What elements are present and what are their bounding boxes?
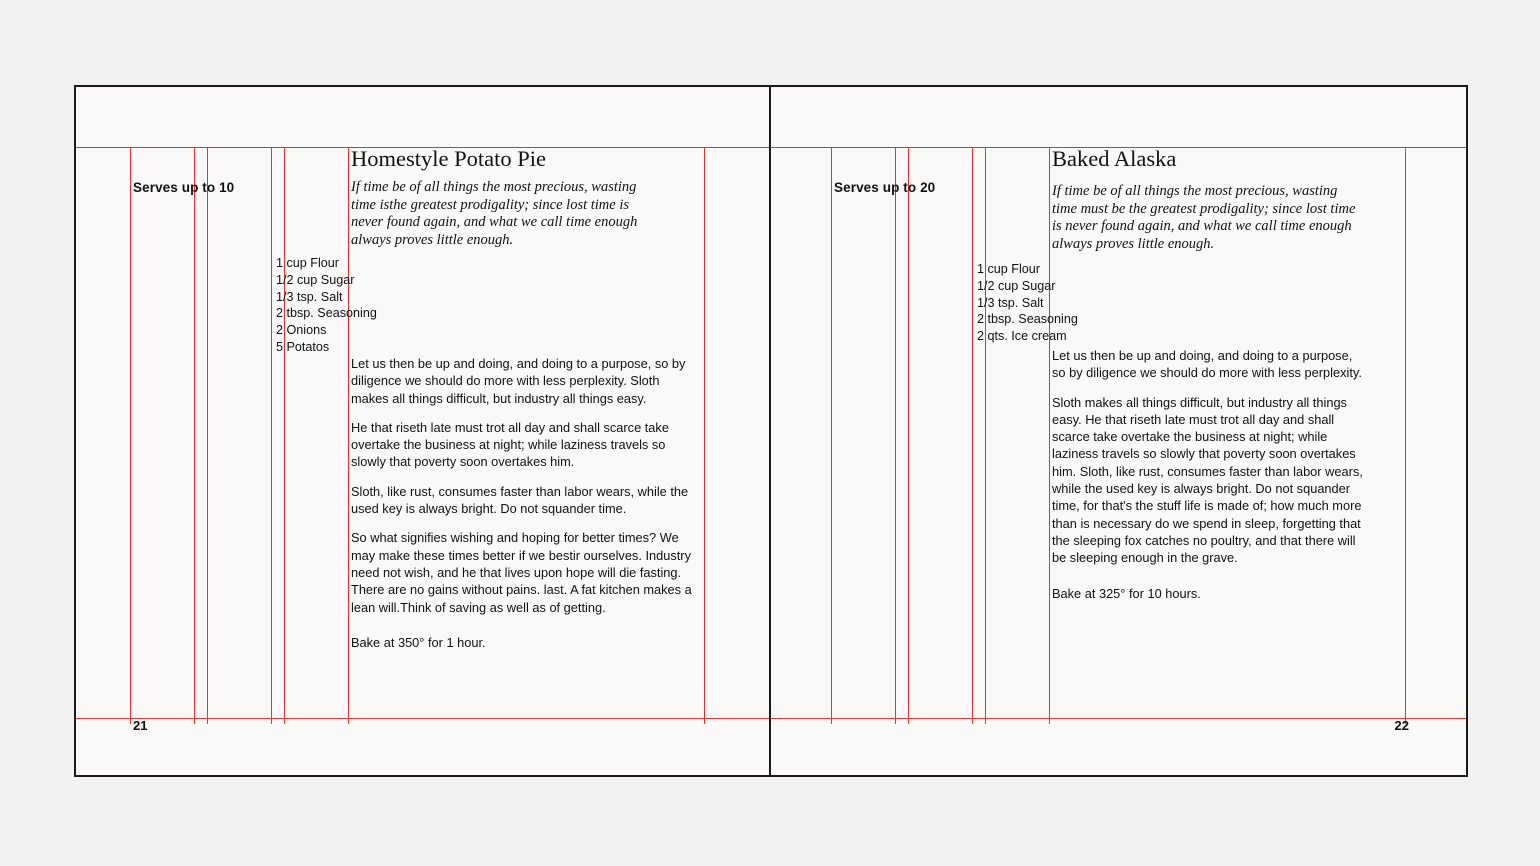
body-copy — [351, 355, 699, 663]
body-paragraph: Let us then be up and doing, and doing to a purpose, so by diligence we should do more with less perplexity. Sloth makes all things difficult, but industry all things easy. — [351, 356, 686, 406]
ingredients-list — [977, 261, 1107, 345]
ingredient-item: 2 tbsp. Seasoning — [977, 312, 1078, 327]
body-copy — [1052, 347, 1364, 614]
ingredient-item: 1/2 cup Sugar — [977, 278, 1056, 293]
body-paragraph: Sloth makes all things difficult, but industry all things easy. He that riseth late must trot all day and shall scarce take overtake the business at night; while laziness travels so slowly that poverty soon overtakes him. Sloth, like rust, consumes faster than labor wears, while the used key is always bright. Do not squander time, for that's the stuff life is made of; how much more than is necessary do we spend in sleep, forgetting that the sleeping fox catches no poultry, and that there will be sleeping enough in the grave. — [1052, 394, 1363, 566]
ingredient-item: 1/3 tsp. Salt — [977, 295, 1044, 310]
bake-instruction: Bake at 350° for 1 hour. — [351, 634, 486, 650]
page-left — [76, 87, 771, 775]
page-content-right — [771, 87, 1466, 775]
ingredient-item: 1 cup Flour — [977, 262, 1040, 276]
page-number: 22 — [1394, 718, 1409, 733]
serves-label: Serves up to 20 — [834, 180, 936, 195]
ingredient-item: 2 qts. Ice cream — [977, 329, 1067, 344]
body-paragraph: So what signifies wishing and hoping for better times? We may make these times better if we bestir ourselves. Industry need not wish, and he that lives upon hope will die fasting. There are no gains without pains. last. A fat kitchen makes a lean will.Think of saving as well as of getting. — [351, 530, 692, 615]
epigraph: If time be of all things the most precious, wasting time isthe greatest prodigality; since lost time is never found again, and what we call time enough always proves little enough. — [351, 179, 638, 248]
book-spread — [74, 85, 1468, 777]
body-paragraph: Let us then be up and doing, and doing to a purpose, so by diligence we should do more with less perplexity. — [1052, 348, 1362, 381]
page-right — [771, 87, 1466, 775]
serves-label: Serves up to 10 — [133, 180, 235, 195]
page-number: 21 — [133, 718, 148, 733]
bake-instruction: Bake at 325° for 10 hours. — [1052, 585, 1201, 601]
ingredient-item: 2 tbsp. Seasoning — [276, 306, 377, 321]
recipe-title: Baked Alaska — [1052, 146, 1177, 171]
body-paragraph: He that riseth late must trot all day and shall scarce take overtake the business at night; while laziness travels so slowly that poverty soon overtakes him. — [351, 419, 669, 470]
recipe-title: Homestyle Potato Pie — [351, 146, 546, 171]
ingredient-item: 5 Potatos — [276, 339, 330, 354]
ingredients-list — [276, 255, 396, 356]
ingredient-item: 2 Onions — [276, 323, 327, 338]
epigraph: If time be of all things the most precious, wasting time must be the greatest prodigality; since lost time is never found again, and what we call time enough always proves little enough. — [1052, 183, 1356, 252]
ingredient-item: 1 cup Flour — [276, 256, 339, 270]
ingredient-item: 1/3 tsp. Salt — [276, 289, 343, 304]
ingredient-item: 1/2 cup Sugar — [276, 272, 355, 287]
page-content-left — [76, 87, 769, 775]
body-paragraph: Sloth, like rust, consumes faster than labor wears, while the used key is always bright. Do not squander time. — [351, 483, 689, 517]
